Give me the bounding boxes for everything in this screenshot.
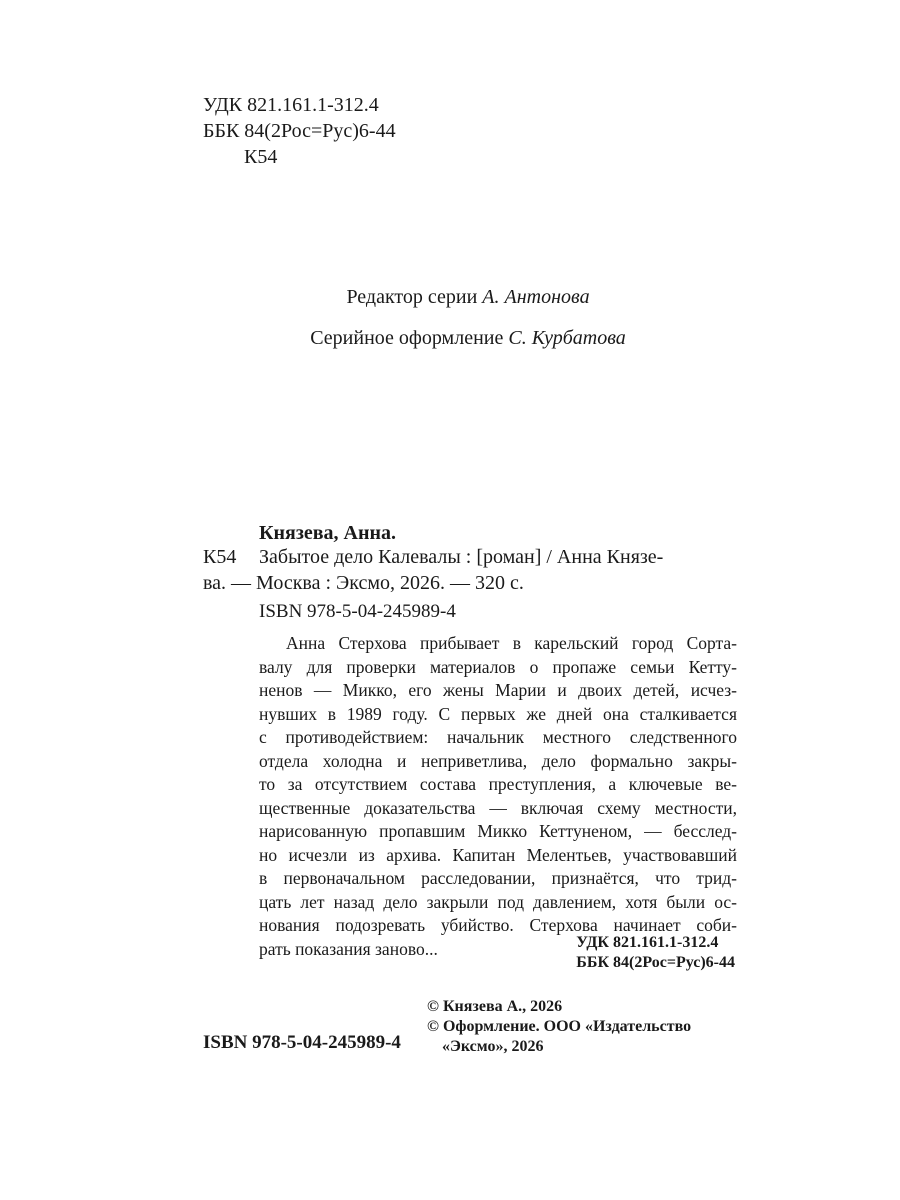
bibliographic-author-mark: К54 xyxy=(203,546,237,568)
classification-codes-bottom xyxy=(576,933,735,973)
series-design-role: Серийное оформление xyxy=(310,327,504,349)
series-editor-name: А. Антонова xyxy=(482,286,590,308)
series-editor-credit xyxy=(18,286,900,309)
bibliographic-author: Князева, Анна. xyxy=(259,522,397,544)
bibliographic-description-line-2: ва. — Москва : Эксмо, 2026. — 320 с. xyxy=(203,572,524,594)
author-mark: К54 xyxy=(244,146,278,168)
bbk-code: ББК 84(2Рос=Рус)6-44 xyxy=(203,120,396,142)
annotation-line: с противодействием: начальник местного следственного xyxy=(259,727,737,747)
annotation-line: рать показания заново... xyxy=(259,938,438,959)
annotation-line: нувших в 1989 году. С первых же дней она сталкивается xyxy=(259,703,737,724)
copyright-design-line-1: © Оформление. ООО «Издательство xyxy=(427,1018,692,1035)
annotation-line: нарисованную пропавшим Микко Кеттуненом, — бесслед- xyxy=(259,821,737,841)
annotation-line: ненов — Микко, его жены Марии и двоих детей, исчез- xyxy=(259,680,737,700)
annotation-line: нования подозревать убийство. Стерхова начинает соби- xyxy=(259,915,737,935)
annotation-line: Анна Стерхова прибывает в карельский город Сорта- xyxy=(286,633,737,653)
annotation-line: отдела холодна и неприветлива, дело формально закры- xyxy=(259,750,737,771)
annotation-line: в первоначальном расследовании, признаётся, что трид- xyxy=(259,868,737,888)
udk-code: УДК 821.161.1-312.4 xyxy=(203,94,379,116)
bbk-code-bottom: ББК 84(2Рос=Рус)6-44 xyxy=(576,954,735,971)
series-editor-role: Редактор серии xyxy=(346,286,478,308)
annotation-line: щественные доказательства — включая схему местности, xyxy=(259,797,737,818)
series-design-name: С. Курбатова xyxy=(508,327,626,349)
annotation-line: но исчезли из архива. Капитан Мелентьев, участвовавший xyxy=(259,844,737,865)
isbn-bottom: ISBN 978-5-04-245989-4 xyxy=(203,1032,401,1053)
copyright-design-line-2: «Эксмо», 2026 xyxy=(442,1038,544,1055)
series-design-credit xyxy=(18,327,900,350)
copyright-block xyxy=(427,997,691,1057)
classification-codes-top xyxy=(203,92,396,170)
annotation xyxy=(259,632,737,961)
annotation-line: цать лет назад дело закрыли под давлением, хотя были ос- xyxy=(259,891,737,912)
bibliographic-description-line-1: Забытое дело Калевалы : [роман] / Анна Князе- xyxy=(259,546,664,568)
annotation-line: валу для проверки материалов о пропаже семьи Кетту- xyxy=(259,656,737,677)
udk-code-bottom: УДК 821.161.1-312.4 xyxy=(576,934,719,951)
annotation-line: то за отсутствием состава преступления, а ключевые ве- xyxy=(259,774,737,794)
copyright-author: © Князева А., 2026 xyxy=(427,998,563,1015)
bibliographic-isbn: ISBN 978-5-04-245989-4 xyxy=(259,601,456,622)
